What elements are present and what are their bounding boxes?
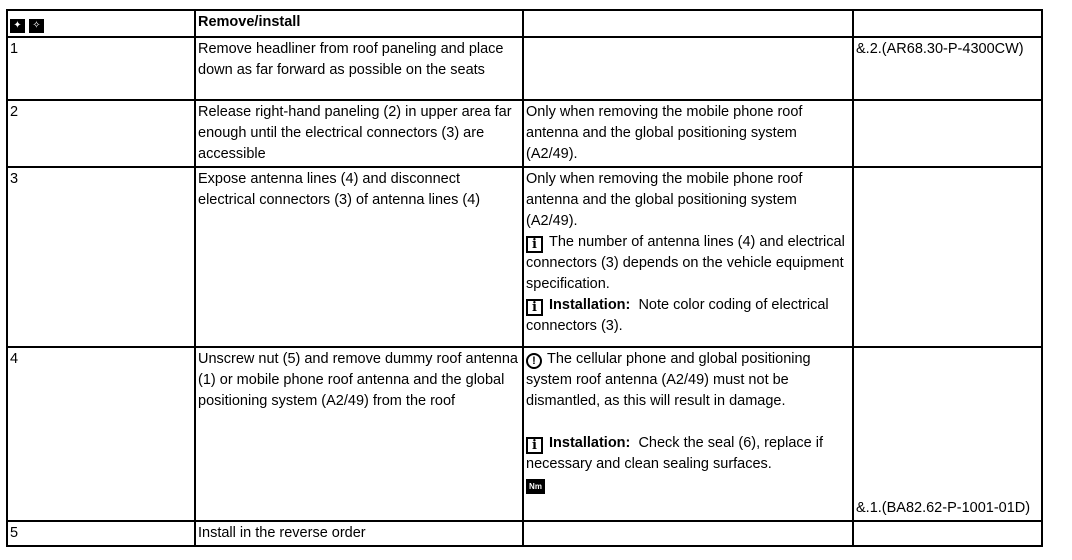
installation-note [526, 295, 850, 337]
installation-text: Note color coding of electrical connectors (3). [526, 297, 829, 334]
step-number: 4 [7, 347, 195, 521]
table-row [7, 521, 1042, 546]
step-number: 5 [7, 521, 195, 546]
step-reference-link[interactable]: &.1.(BA82.62-P-1001-01D) [856, 500, 1031, 516]
torque-icon[interactable]: Nm [526, 479, 545, 494]
step-number: 3 [7, 167, 195, 347]
step-reference-link[interactable]: &.2.(AR68.30-P-4300CW) [853, 37, 1042, 100]
warning-icon: ! [526, 353, 542, 369]
header-icons-cell [7, 10, 195, 37]
step-notes [523, 347, 853, 521]
step-action: Install in the reverse order [195, 521, 523, 546]
installation-text: Check the seal (6), replace if necessary and clean sealing surfaces. [526, 435, 823, 472]
step-action: Unscrew nut (5) and remove dummy roof antenna (1) or mobile phone roof antenna and the global positioning system (A2/49) from the roof [195, 347, 523, 521]
step-notes [523, 167, 853, 347]
expand-icon[interactable]: ✦ [10, 19, 25, 33]
installation-label: Installation: [549, 435, 631, 451]
warning-note [526, 349, 850, 412]
table-row [7, 37, 1042, 100]
step-note: Only when removing the mobile phone roof antenna and the global positioning system (A2/49). [523, 100, 853, 167]
info-icon: i [526, 437, 543, 454]
torque-note [526, 475, 850, 496]
step-reference [853, 521, 1042, 546]
table-row [7, 167, 1042, 347]
info-text: The number of antenna lines (4) and electrical connectors (3) depends on the vehicle equipment specification. [526, 234, 845, 292]
info-icon: i [526, 236, 543, 253]
warning-text: The cellular phone and global positioning system roof antenna (A2/49) must not be dismantled, as this will result in damage. [526, 351, 811, 409]
collapse-icon[interactable]: ✧ [29, 19, 44, 33]
step-action: Expose antenna lines (4) and disconnect electrical connectors (3) of antenna lines (4) [195, 167, 523, 347]
step-action: Remove headliner from roof paneling and place down as far forward as possible on the seats [195, 37, 523, 100]
step-note [523, 521, 853, 546]
header-empty-3 [523, 10, 853, 37]
header-title: Remove/install [195, 10, 523, 37]
table-row [7, 347, 1042, 521]
step-note: Only when removing the mobile phone roof antenna and the global positioning system (A2/49). [526, 171, 803, 229]
step-reference [853, 100, 1042, 167]
table-row [7, 100, 1042, 167]
step-reference-cell [853, 347, 1042, 521]
header-row [7, 10, 1042, 37]
step-reference [853, 167, 1042, 347]
step-number: 1 [7, 37, 195, 100]
info-note [526, 232, 850, 295]
step-number: 2 [7, 100, 195, 167]
installation-label: Installation: [549, 297, 631, 313]
installation-note [526, 433, 850, 475]
step-note [523, 37, 853, 100]
info-icon: i [526, 299, 543, 316]
header-empty-4 [853, 10, 1042, 37]
step-action: Release right-hand paneling (2) in upper area far enough until the electrical connectors (3) are accessible [195, 100, 523, 167]
procedure-table [6, 9, 1043, 547]
